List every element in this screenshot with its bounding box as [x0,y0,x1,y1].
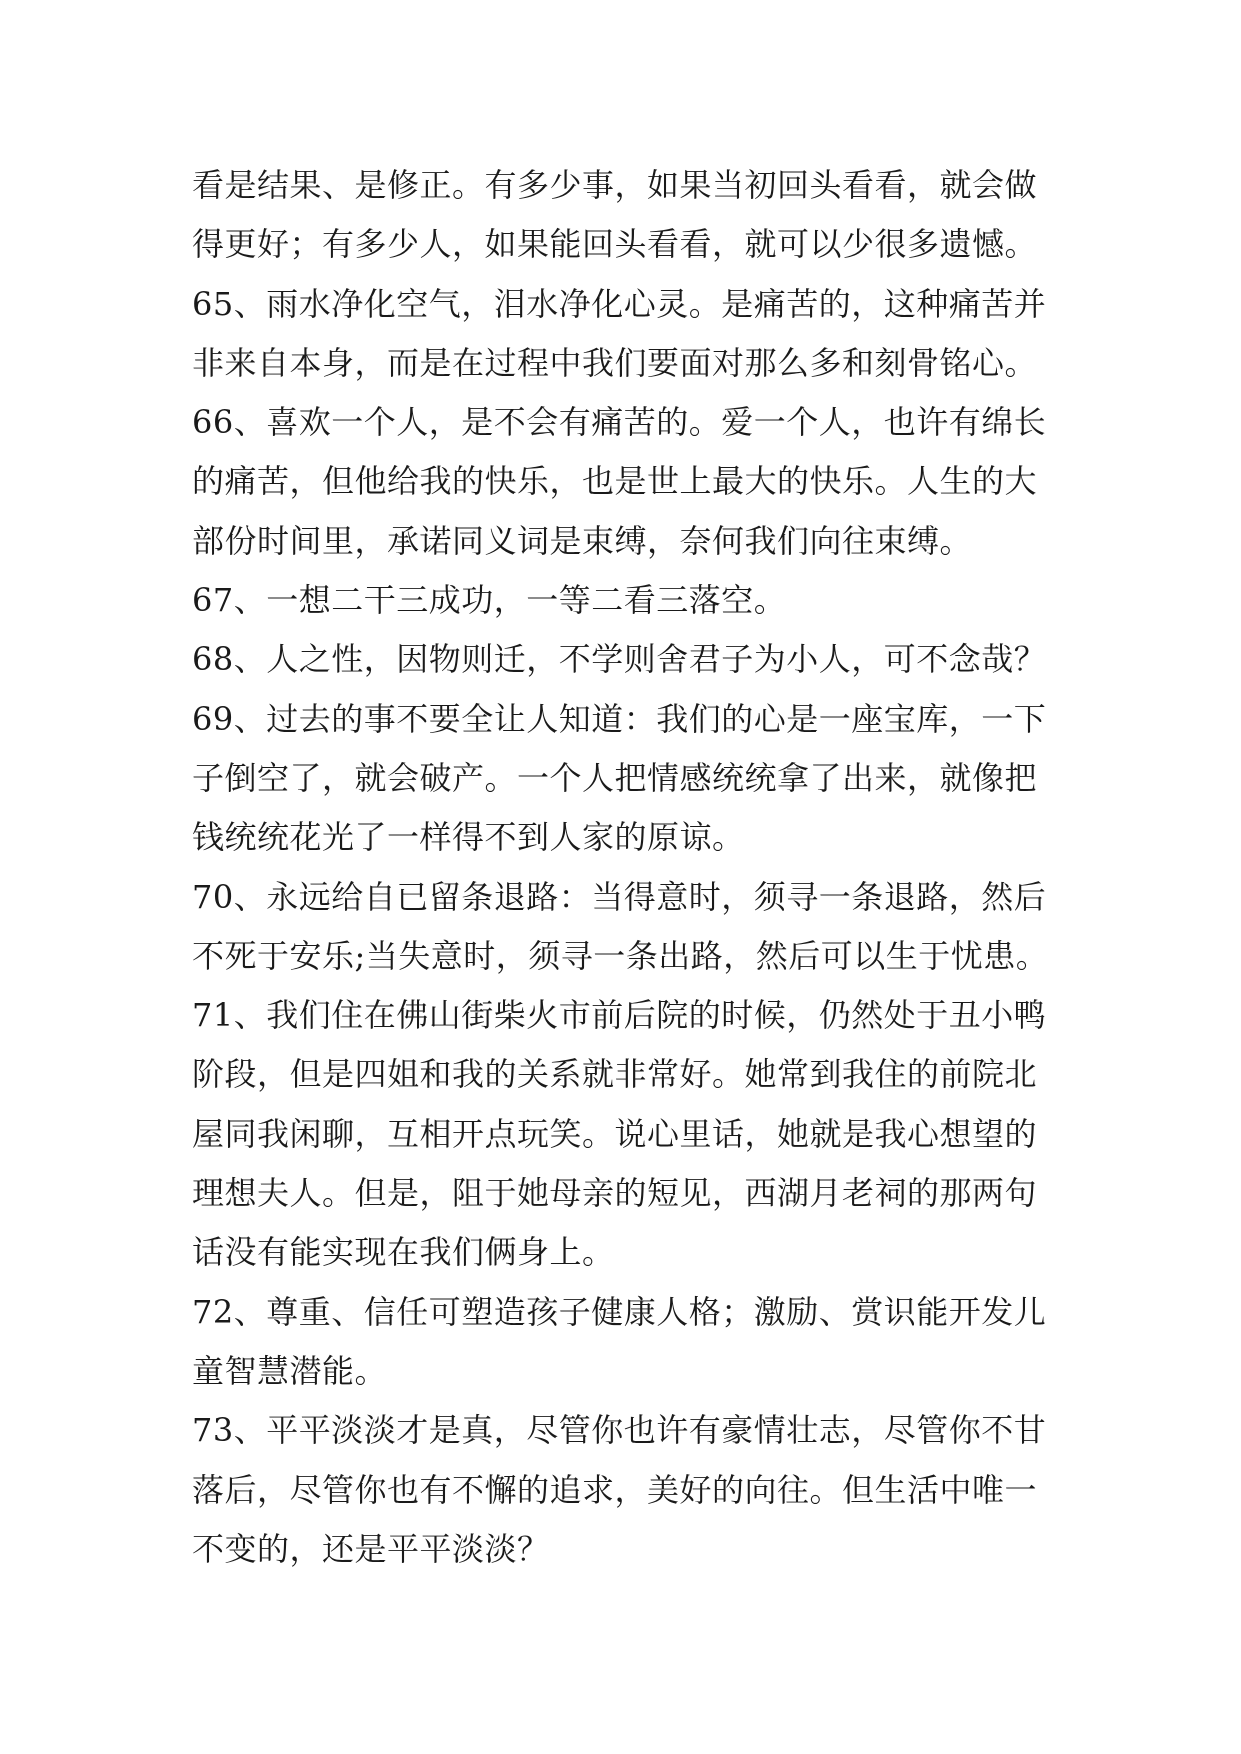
text-line: 看是结果、是修正。有多少事，如果当初回头看看，就会做 [192,166,1038,204]
text-line: 72、尊重、信任可塑造孩子健康人格；激励、赏识能开发儿 [192,1292,1047,1331]
text-line: 子倒空了，就会破产。一个人把情感统统拿了出来，就像把 [192,758,1038,797]
text-line: 钱统统花光了一样得不到人家的原谅。 [192,818,745,857]
text-line: 73、平平淡淡才是真，尽管你也许有豪情壮志，尽管你不甘 [192,1411,1047,1450]
text-line: 话没有能实现在我们俩身上。 [192,1233,615,1272]
text-line: 部份时间里，承诺同义词是束缚，奈何我们向往束缚。 [192,521,973,560]
text-line: 不死于安乐;当失意时，须寻一条出路，然后可以生于忧患。 [192,936,1049,975]
text-line: 70、永远给自已留条退路：当得意时，须寻一条退路，然后 [192,877,1047,916]
text-line: 的痛苦，但他给我的快乐，也是世上最大的快乐。人生的大 [192,462,1038,501]
text-line: 童智慧潜能。 [192,1351,388,1390]
text-line: 非来自本身，而是在过程中我们要面对那么多和刻骨铭心。 [192,343,1038,382]
text-line: 67、一想二干三成功，一等二看三落空。 [192,581,787,620]
text-line: 不变的，还是平平淡淡？ [192,1529,550,1568]
text-line: 得更好；有多少人，如果能回头看看，就可以少很多遗憾。 [192,225,1038,264]
text-line: 68、人之性，因物则迁，不学则舍君子为小人，可不念哉？ [192,640,1047,679]
text-line: 落后，尽管你也有不懈的追求，美好的向往。但生活中唯一 [192,1470,1038,1509]
text-line: 理想夫人。但是，阻于她母亲的短见，西湖月老祠的那两句 [192,1174,1038,1213]
text-line: 65、雨水净化空气，泪水净化心灵。是痛苦的，这种痛苦并 [192,284,1047,323]
text-line: 71、我们住在佛山街柴火市前后院的时候，仍然处于丑小鸭 [192,996,1047,1035]
text-line: 屋同我闲聊，互相开点玩笑。说心里话，她就是我心想望的 [192,1114,1038,1153]
text-line: 66、喜欢一个人，是不会有痛苦的。爱一个人，也许有绵长 [192,403,1047,442]
text-line: 阶段，但是四姐和我的关系就非常好。她常到我住的前院北 [192,1055,1038,1094]
body-text [192,156,1072,1579]
text-line: 69、过去的事不要全让人知道：我们的心是一座宝库，一下 [192,699,1047,738]
